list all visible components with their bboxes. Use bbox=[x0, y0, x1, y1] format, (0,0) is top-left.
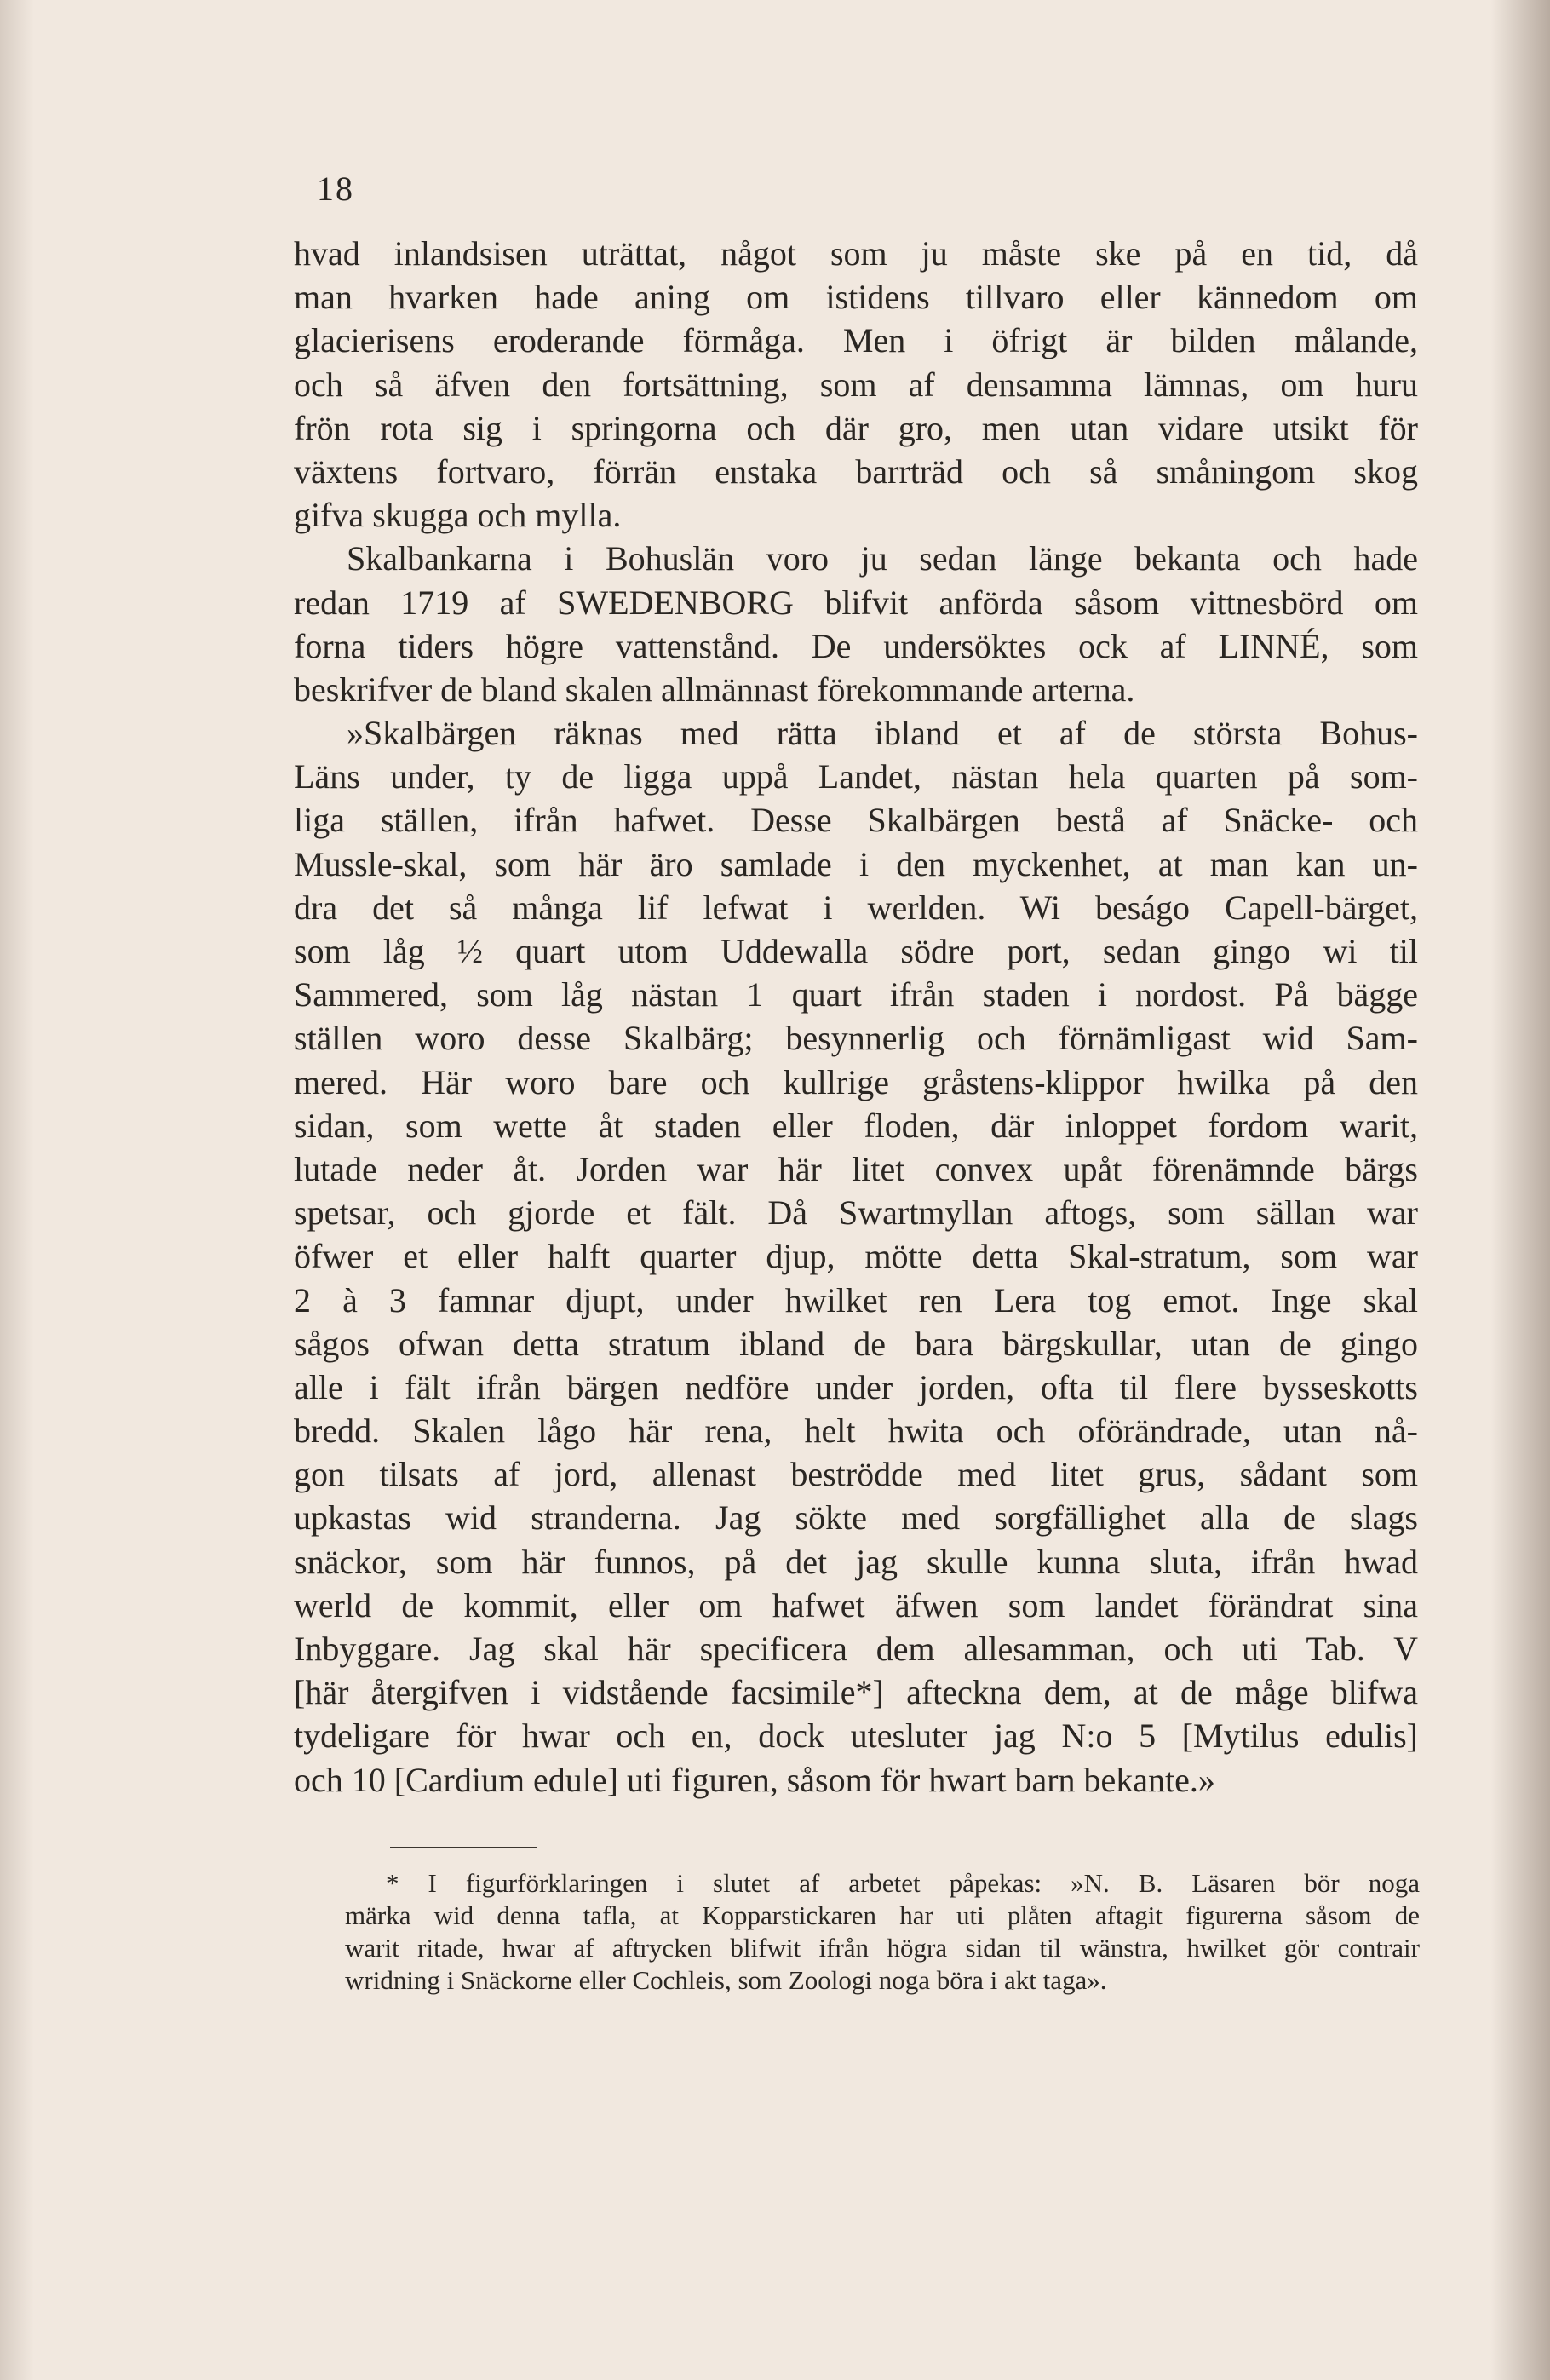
body-line: »Skalbärgen räknas med rätta ibland et af de största Bohus- bbox=[347, 714, 1418, 753]
page-number: 18 bbox=[317, 170, 354, 208]
page-edge-shadow-right bbox=[1490, 0, 1550, 2380]
body-line: växtens fortvaro, förrän enstaka barrträd och så småningom skog bbox=[294, 451, 1418, 491]
body-line: snäckor, som här funnos, på det jag skulle kunna sluta, ifrån hwad bbox=[294, 1542, 1418, 1581]
body-line: bredd. Skalen lågo här rena, helt hwita och oförändrade, utan nå- bbox=[294, 1411, 1418, 1451]
body-line: frön rota sig i springorna och där gro, men utan vidare utsikt för bbox=[294, 408, 1418, 447]
footnote bbox=[345, 1867, 1420, 1997]
footnote-line: märka wid denna tafla, at Kopparstickaren har uti plåten aftagit figurerna såsom de bbox=[345, 1900, 1420, 1930]
body-line: Sammered, som låg nästan 1 quart ifrån staden i nordost. På bägge bbox=[294, 975, 1418, 1015]
main-body-text bbox=[294, 232, 1418, 1802]
footnote-line: * I figurförklaringen i slutet af arbetet påpekas: »N. B. Läsaren bör noga bbox=[386, 1868, 1420, 1898]
body-line: man hvarken hade aning om istidens tillvaro eller kännedom om bbox=[294, 278, 1418, 317]
body-line: redan 1719 af SWEDENBORG blifvit anförda såsom vittnesbörd om bbox=[294, 583, 1418, 622]
body-line: öfwer et eller halft quarter djup, mötte detta Skal-stratum, som war bbox=[294, 1237, 1418, 1276]
body-line: Läns under, ty de ligga uppå Landet, nästan hela quarten på som- bbox=[294, 757, 1418, 796]
body-line: gifva skugga och mylla. bbox=[294, 496, 622, 535]
body-line: liga ställen, ifrån hafwet. Desse Skalbärgen bestå af Snäcke- och bbox=[294, 801, 1418, 840]
body-line: mered. Här woro bare och kullrige gråstens-klippor hwilka på den bbox=[294, 1062, 1418, 1101]
page-edge-shadow-left bbox=[0, 0, 34, 2380]
body-line: 2 à 3 famnar djupt, under hwilket ren Lera tog emot. Inge skal bbox=[294, 1280, 1418, 1319]
footnote-line: wridning i Snäckorne eller Cochleis, som Zoologi noga böra i akt taga». bbox=[345, 1965, 1107, 1995]
body-line: [här återgifven i vidstående facsimile*] afteckna dem, at de måge blifwa bbox=[294, 1673, 1418, 1712]
body-line: alle i fält ifrån bärgen nedföre under jorden, ofta til flere bysseskotts bbox=[294, 1367, 1418, 1406]
body-line: beskrifver de bland skalen allmännast förekommande arterna. bbox=[294, 670, 1135, 709]
body-line: som låg ½ quart utom Uddewalla södre port, sedan gingo wi til bbox=[294, 932, 1418, 970]
body-line: sågos ofwan detta stratum ibland de bara bärgskullar, utan de gingo bbox=[294, 1324, 1418, 1363]
body-line: gon tilsats af jord, allenast beströdde med litet grus, sådant som bbox=[294, 1455, 1418, 1494]
footnote-line: warit ritade, hwar af aftrycken blifwit ifrån högra sidan til wänstra, hwilket gör contrair bbox=[345, 1933, 1420, 1963]
body-line: Mussle-skal, som här äro samlade i den myckenhet, at man kan un- bbox=[294, 844, 1418, 883]
body-line: hvad inlandsisen uträttat, något som ju måste ske på en tid, då bbox=[294, 234, 1418, 273]
body-line: upkastas wid stranderna. Jag sökte med sorgfällighet alla de slags bbox=[294, 1498, 1418, 1538]
body-line: forna tiders högre vattenstånd. De undersöktes ock af LINNÉ, som bbox=[294, 626, 1418, 665]
body-line: ställen woro desse Skalbärg; besynnerlig och förnämligast wid Sam- bbox=[294, 1019, 1418, 1058]
body-line: sidan, som wette åt staden eller floden, där inloppet fordom warit, bbox=[294, 1106, 1418, 1145]
body-line: glacierisens eroderande förmåga. Men i öfrigt är bilden målande, bbox=[294, 321, 1418, 360]
body-line: lutade neder åt. Jorden war här litet convex upåt förenämnde bärgs bbox=[294, 1149, 1418, 1188]
footnote-divider bbox=[390, 1847, 537, 1848]
body-line: och 10 [Cardium edule] uti figuren, såsom för hwart barn bekante.» bbox=[294, 1760, 1215, 1799]
body-line: spetsar, och gjorde et fält. Då Swartmyllan aftogs, som sällan war bbox=[294, 1193, 1418, 1233]
body-line: dra det så många lif lefwat i werlden. Wi beságo Capell-bärget, bbox=[294, 888, 1418, 927]
body-line: Inbyggare. Jag skal här specificera dem allesamman, och uti Tab. V bbox=[294, 1630, 1418, 1668]
body-line: och så äfven den fortsättning, som af densamma lämnas, om huru bbox=[294, 365, 1418, 404]
body-line: tydeligare för hwar och en, dock utesluter jag N:o 5 [Mytilus edulis] bbox=[294, 1716, 1418, 1756]
body-line: Skalbankarna i Bohuslän voro ju sedan länge bekanta och hade bbox=[347, 539, 1418, 578]
body-line: werld de kommit, eller om hafwet äfwen som landet förändrat sina bbox=[294, 1585, 1418, 1624]
